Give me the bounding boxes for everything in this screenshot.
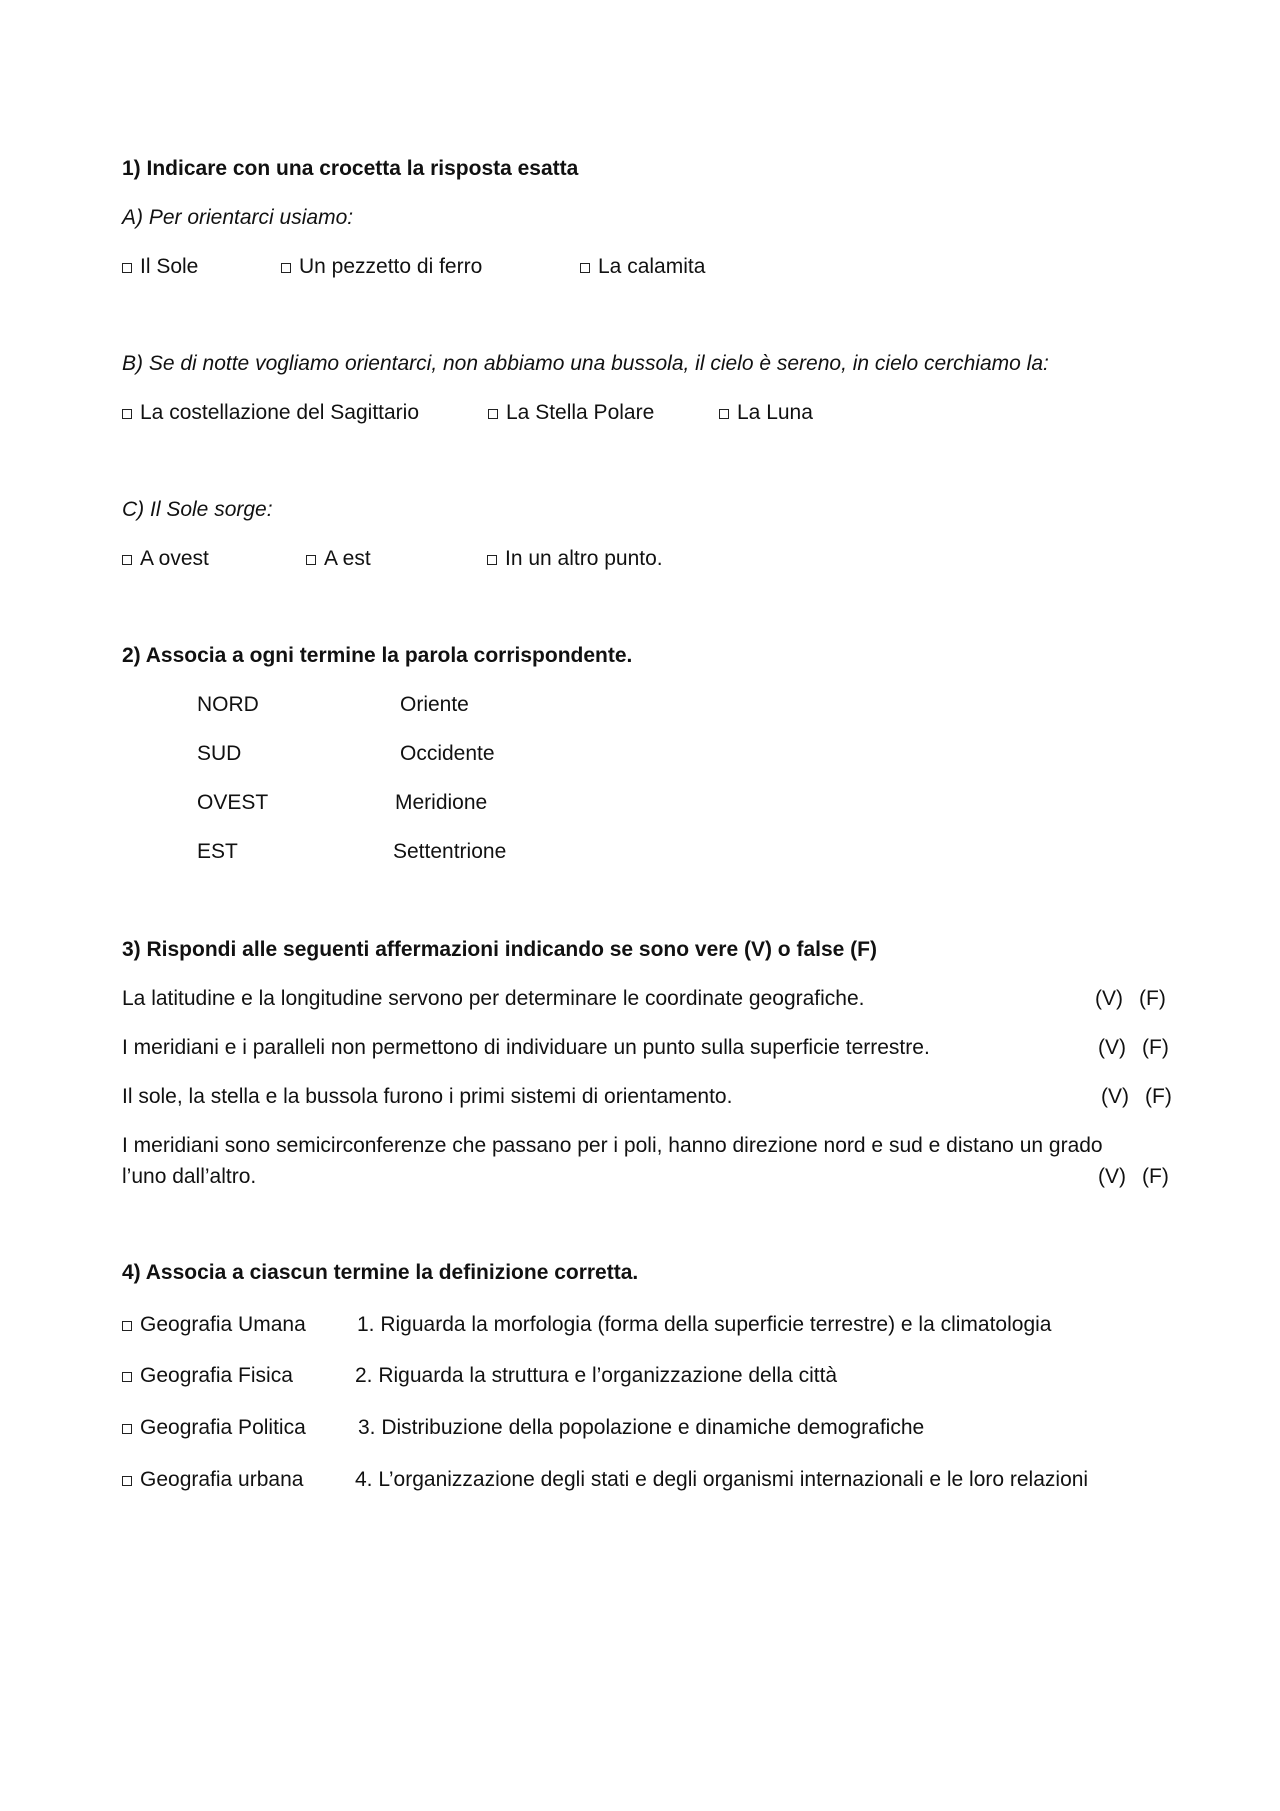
false-option-2[interactable]: (F) <box>1142 1036 1169 1059</box>
checkbox-icon[interactable] <box>306 555 316 565</box>
question-b-option-1[interactable]: La costellazione del Sagittario <box>122 400 419 426</box>
checkbox-icon[interactable] <box>488 409 498 419</box>
checkbox-icon[interactable] <box>580 263 590 273</box>
question-a-option-1[interactable]: Il Sole <box>122 254 198 280</box>
section3-heading: 3) Rispondi alle seguenti affermazioni indicando se sono vere (V) o false (F) <box>122 938 877 961</box>
checkbox-icon[interactable] <box>122 1372 132 1382</box>
true-option-1[interactable]: (V) <box>1095 987 1123 1010</box>
term-geografia-fisica[interactable]: Geografia Fisica <box>122 1363 293 1389</box>
checkbox-icon[interactable] <box>122 1424 132 1434</box>
true-option-3[interactable]: (V) <box>1101 1085 1129 1108</box>
question-b-option-2[interactable]: La Stella Polare <box>488 400 654 426</box>
term-nord: NORD <box>197 693 259 716</box>
word-meridione: Meridione <box>395 791 488 814</box>
true-option-2[interactable]: (V) <box>1098 1036 1126 1059</box>
statement-4-line-1: I meridiani sono semicirconferenze che passano per i poli, hanno direzione nord e sud e distano un grado <box>122 1134 1103 1157</box>
checkbox-icon[interactable] <box>122 1476 132 1486</box>
question-c-option-1[interactable]: A ovest <box>122 546 209 572</box>
term-est: EST <box>197 840 238 863</box>
checkbox-icon[interactable] <box>122 263 132 273</box>
statement-3: Il sole, la stella e la bussola furono i primi sistemi di orientamento. <box>122 1085 733 1108</box>
definition-3: 3. Distribuzione della popolazione e dinamiche demografiche <box>358 1416 925 1439</box>
false-option-1[interactable]: (F) <box>1139 987 1166 1010</box>
term-geografia-urbana[interactable]: Geografia urbana <box>122 1467 303 1493</box>
checkbox-icon[interactable] <box>487 555 497 565</box>
definition-4: 4. L’organizzazione degli stati e degli organismi internazionali e le loro relazioni <box>355 1468 1089 1491</box>
question-b-option-3[interactable]: La Luna <box>719 400 813 426</box>
false-option-4[interactable]: (F) <box>1142 1165 1169 1188</box>
question-c-prompt: C) Il Sole sorge: <box>122 498 273 521</box>
statement-2: I meridiani e i paralleli non permettono di individuare un punto sulla superficie terrestre. <box>122 1036 930 1059</box>
term-geografia-politica[interactable]: Geografia Politica <box>122 1415 306 1441</box>
word-occidente: Occidente <box>400 742 495 765</box>
checkbox-icon[interactable] <box>719 409 729 419</box>
checkbox-icon[interactable] <box>122 409 132 419</box>
section2-heading: 2) Associa a ogni termine la parola corrispondente. <box>122 644 633 667</box>
word-settentrione: Settentrione <box>393 840 507 863</box>
word-oriente: Oriente <box>400 693 469 716</box>
section1-heading: 1) Indicare con una crocetta la risposta esatta <box>122 157 579 180</box>
section4-heading: 4) Associa a ciascun termine la definizione corretta. <box>122 1261 639 1284</box>
question-b-prompt: B) Se di notte vogliamo orientarci, non abbiamo una bussola, il cielo è sereno, in cielo cerchiamo la: <box>122 352 1049 375</box>
term-ovest: OVEST <box>197 791 269 814</box>
term-geografia-umana[interactable]: Geografia Umana <box>122 1312 306 1338</box>
checkbox-icon[interactable] <box>122 555 132 565</box>
definition-2: 2. Riguarda la struttura e l’organizzazione della città <box>355 1364 838 1387</box>
question-c-option-3[interactable]: In un altro punto. <box>487 546 663 572</box>
statement-4-line-2: l’uno dall’altro. <box>122 1165 257 1188</box>
checkbox-icon[interactable] <box>122 1321 132 1331</box>
true-option-4[interactable]: (V) <box>1098 1165 1126 1188</box>
question-a-option-3[interactable]: La calamita <box>580 254 705 280</box>
question-a-prompt: A) Per orientarci usiamo: <box>122 206 354 229</box>
false-option-3[interactable]: (F) <box>1145 1085 1172 1108</box>
checkbox-icon[interactable] <box>281 263 291 273</box>
question-c-option-2[interactable]: A est <box>306 546 371 572</box>
question-a-option-2[interactable]: Un pezzetto di ferro <box>281 254 482 280</box>
statement-1: La latitudine e la longitudine servono per determinare le coordinate geografiche. <box>122 987 865 1010</box>
definition-1: 1. Riguarda la morfologia (forma della superficie terrestre) e la climatologia <box>357 1313 1052 1336</box>
term-sud: SUD <box>197 742 242 765</box>
